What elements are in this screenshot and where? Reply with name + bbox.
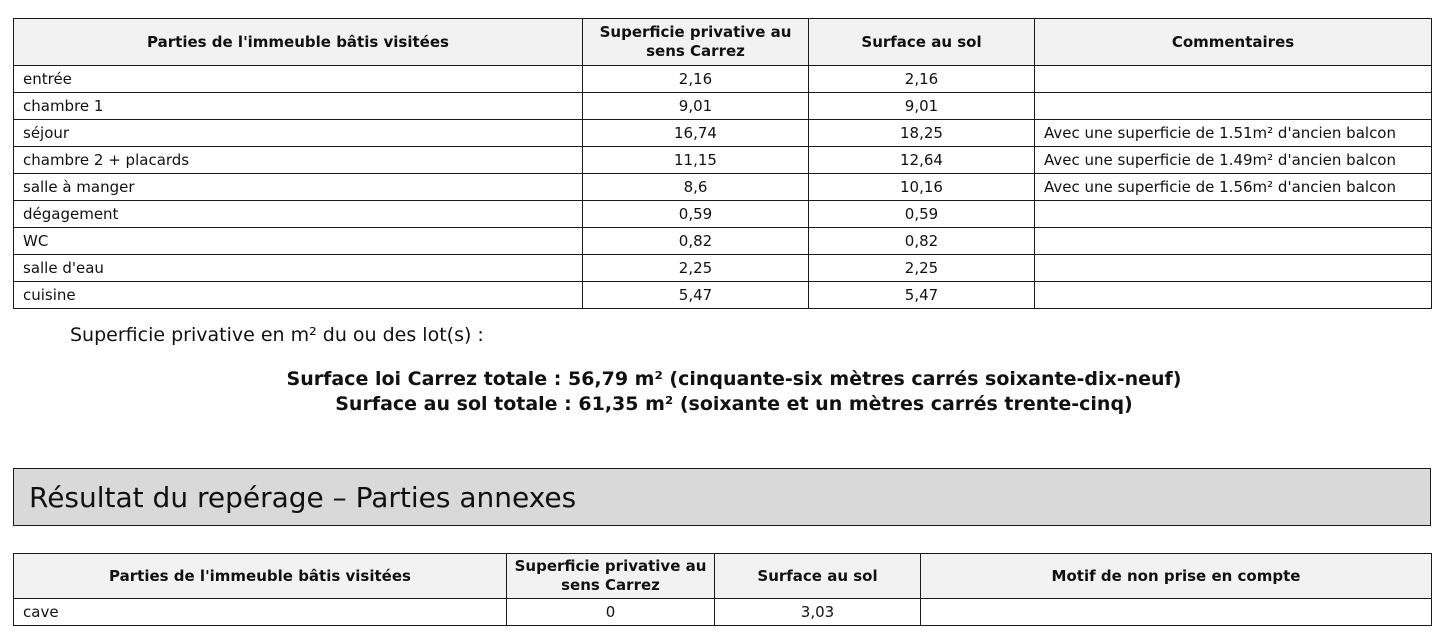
table-row xyxy=(14,282,1432,309)
table-row xyxy=(14,201,1432,228)
header-sol: Surface au sol xyxy=(809,19,1035,66)
cell-sol: 18,25 xyxy=(809,120,1035,147)
cell-piece: entrée xyxy=(14,66,583,93)
cell-carrez: 5,47 xyxy=(583,282,809,309)
table-row xyxy=(14,174,1432,201)
cell-carrez: 16,74 xyxy=(583,120,809,147)
cell-piece: chambre 2 + placards xyxy=(14,147,583,174)
cell-piece: cave xyxy=(14,599,507,626)
cell-piece: chambre 1 xyxy=(14,93,583,120)
cell-piece: WC xyxy=(14,228,583,255)
cell-piece: cuisine xyxy=(14,282,583,309)
cell-sol: 9,01 xyxy=(809,93,1035,120)
annex-table xyxy=(13,553,1432,626)
cell-commentaire xyxy=(1035,228,1432,255)
cell-sol: 0,82 xyxy=(809,228,1035,255)
total-label: Superficie privative en m² du ou des lot(s) : xyxy=(70,324,484,346)
cell-carrez: 0 xyxy=(507,599,715,626)
cell-piece: salle d'eau xyxy=(14,255,583,282)
cell-sol: 3,03 xyxy=(715,599,921,626)
header-carrez: Superficie privative au sens Carrez xyxy=(507,554,715,599)
annex-section-title: Résultat du repérage – Parties annexes xyxy=(29,481,577,514)
cell-sol: 0,59 xyxy=(809,201,1035,228)
header-motif: Motif de non prise en compte xyxy=(921,554,1432,599)
cell-carrez: 2,25 xyxy=(583,255,809,282)
surface-table xyxy=(13,18,1432,309)
table-row xyxy=(14,255,1432,282)
cell-carrez: 9,01 xyxy=(583,93,809,120)
table-row xyxy=(14,599,1432,626)
cell-carrez: 0,59 xyxy=(583,201,809,228)
header-carrez: Superficie privative au sens Carrez xyxy=(583,19,809,66)
cell-sol: 2,16 xyxy=(809,66,1035,93)
cell-carrez: 2,16 xyxy=(583,66,809,93)
table-row xyxy=(14,120,1432,147)
cell-motif xyxy=(921,599,1432,626)
table-header-row xyxy=(14,554,1432,599)
header-commentaires: Commentaires xyxy=(1035,19,1432,66)
cell-commentaire: Avec une superficie de 1.56m² d'ancien balcon xyxy=(1035,174,1432,201)
cell-commentaire xyxy=(1035,93,1432,120)
total-sol: Surface au sol totale : 61,35 m² (soixante et un mètres carrés trente-cinq) xyxy=(335,393,1133,415)
header-parties: Parties de l'immeuble bâtis visitées xyxy=(14,19,583,66)
table-header-row xyxy=(14,19,1432,66)
cell-sol: 2,25 xyxy=(809,255,1035,282)
cell-sol: 10,16 xyxy=(809,174,1035,201)
cell-commentaire xyxy=(1035,201,1432,228)
cell-commentaire xyxy=(1035,282,1432,309)
cell-carrez: 0,82 xyxy=(583,228,809,255)
cell-sol: 5,47 xyxy=(809,282,1035,309)
cell-piece: salle à manger xyxy=(14,174,583,201)
cell-sol: 12,64 xyxy=(809,147,1035,174)
cell-commentaire: Avec une superficie de 1.51m² d'ancien balcon xyxy=(1035,120,1432,147)
header-parties: Parties de l'immeuble bâtis visitées xyxy=(14,554,507,599)
cell-commentaire xyxy=(1035,255,1432,282)
annex-section-header xyxy=(13,468,1431,526)
table-row xyxy=(14,147,1432,174)
header-sol: Surface au sol xyxy=(715,554,921,599)
table-row xyxy=(14,93,1432,120)
cell-commentaire: Avec une superficie de 1.49m² d'ancien balcon xyxy=(1035,147,1432,174)
cell-carrez: 8,6 xyxy=(583,174,809,201)
table-row xyxy=(14,228,1432,255)
table-row xyxy=(14,66,1432,93)
total-carrez: Surface loi Carrez totale : 56,79 m² (cinquante-six mètres carrés soixante-dix-neuf) xyxy=(286,368,1182,390)
cell-carrez: 11,15 xyxy=(583,147,809,174)
cell-piece: séjour xyxy=(14,120,583,147)
cell-commentaire xyxy=(1035,66,1432,93)
cell-piece: dégagement xyxy=(14,201,583,228)
